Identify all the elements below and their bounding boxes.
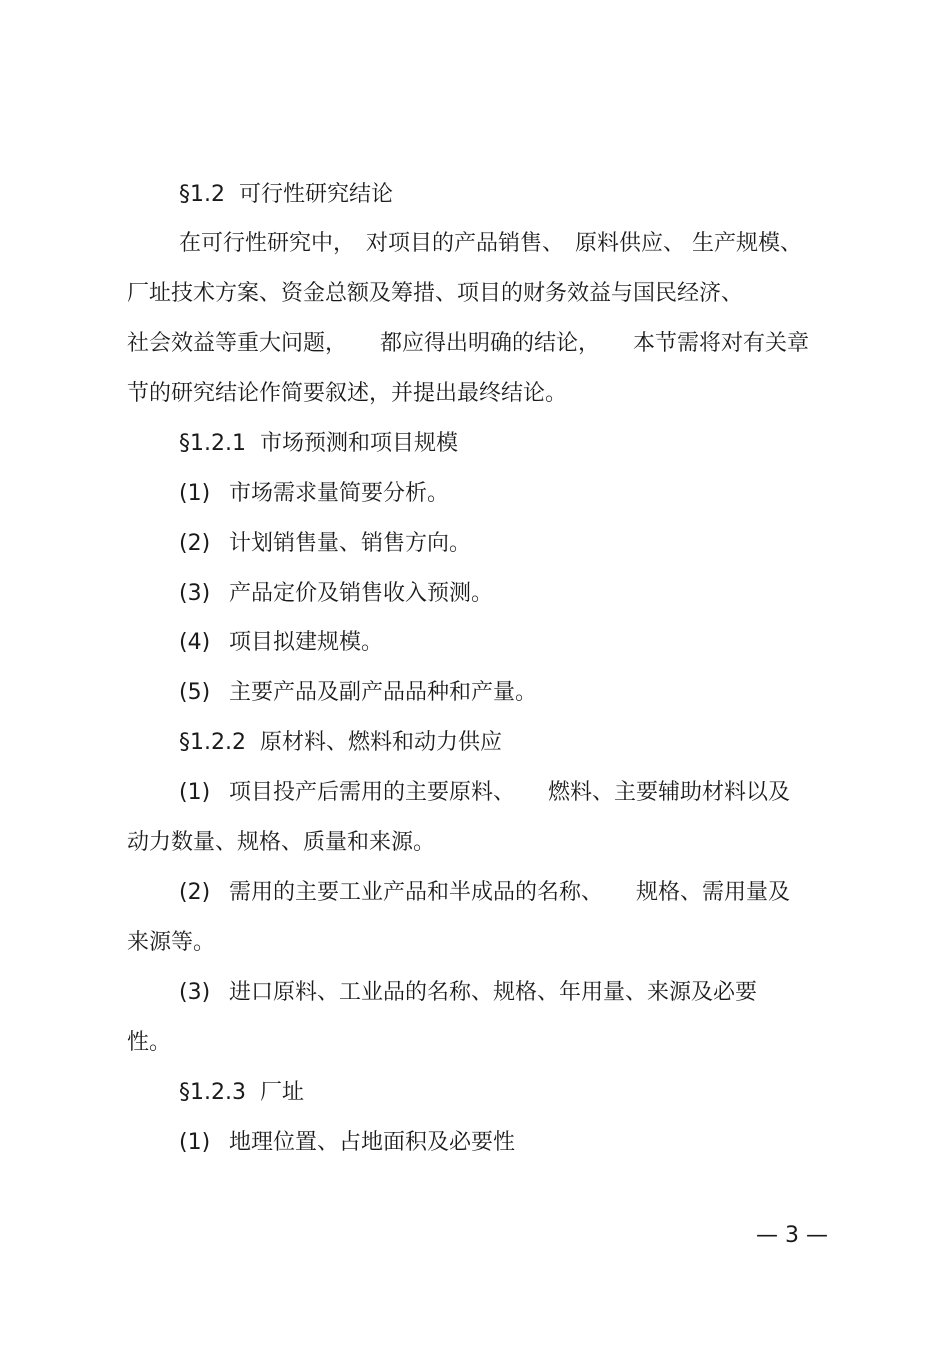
list-item-number: (1) (179, 481, 211, 506)
list-item (179, 579, 493, 609)
list-item-number: (5) (179, 680, 211, 705)
list-item-continuation: 动力数量、规格、质量和来源。 (127, 830, 436, 855)
list-item-number: (4) (179, 630, 211, 655)
section-title: 原材料、燃料和动力供应 (259, 730, 502, 755)
section-number: §1.2.3 (179, 1080, 246, 1105)
list-item (179, 878, 790, 908)
list-item-number: (3) (179, 980, 211, 1005)
intro-paragraph-line: 社会效益等重大问题， 都应得出明确的结论， 本节需将对有关章 (127, 331, 810, 356)
section-number: §1.2.1 (179, 431, 246, 456)
list-item (179, 678, 537, 708)
section-heading-1-2-2 (179, 728, 502, 758)
list-item (179, 529, 471, 559)
list-item-text: 计划销售量、销售方向。 (229, 531, 472, 556)
list-item-text: 项目拟建规模。 (229, 630, 384, 655)
list-item (179, 1128, 515, 1158)
intro-paragraph-line: 厂址技术方案、资金总额及筹措、项目的财务效益与国民经济、 (127, 281, 744, 306)
list-item-number: (2) (179, 880, 211, 905)
list-item-continuation: 性。 (127, 1030, 172, 1055)
section-number: §1.2.2 (179, 730, 246, 755)
list-item (179, 978, 757, 1008)
list-item-text: 需用的主要工业产品和半成品的名称、 规格、需用量及 (229, 880, 791, 905)
list-item-text: 进口原料、工业品的名称、规格、年用量、来源及必要 (229, 980, 758, 1005)
list-item-text: 产品定价及销售收入预测。 (229, 581, 494, 606)
list-item-number: (1) (179, 1130, 211, 1155)
list-item-text: 主要产品及副产品品种和产量。 (229, 680, 538, 705)
intro-paragraph-line: 在可行性研究中， 对项目的产品销售、 原料供应、 生产规模、 (179, 231, 802, 256)
section-number: §1.2 (179, 182, 225, 207)
list-item-number: (3) (179, 581, 211, 606)
section-heading-1-2-3 (179, 1078, 304, 1108)
section-title: 可行性研究结论 (239, 182, 394, 207)
page-number: — 3 — (756, 1223, 828, 1248)
list-item-text: 地理位置、占地面积及必要性 (229, 1130, 516, 1155)
section-heading-1-2-1 (179, 429, 458, 459)
section-heading-1-2 (179, 180, 393, 210)
intro-paragraph-line: 节的研究结论作简要叙述，并提出最终结论。 (127, 381, 568, 406)
list-item-number: (2) (179, 531, 211, 556)
list-item-text: 项目投产后需用的主要原料、 燃料、主要辅助材料以及 (229, 780, 791, 805)
section-title: 厂址 (259, 1080, 304, 1105)
list-item (179, 479, 449, 509)
section-title: 市场预测和项目规模 (259, 431, 458, 456)
list-item-text: 市场需求量简要分析。 (229, 481, 450, 506)
list-item (179, 628, 383, 658)
list-item-continuation: 来源等。 (127, 930, 216, 955)
list-item (179, 778, 790, 808)
list-item-number: (1) (179, 780, 211, 805)
